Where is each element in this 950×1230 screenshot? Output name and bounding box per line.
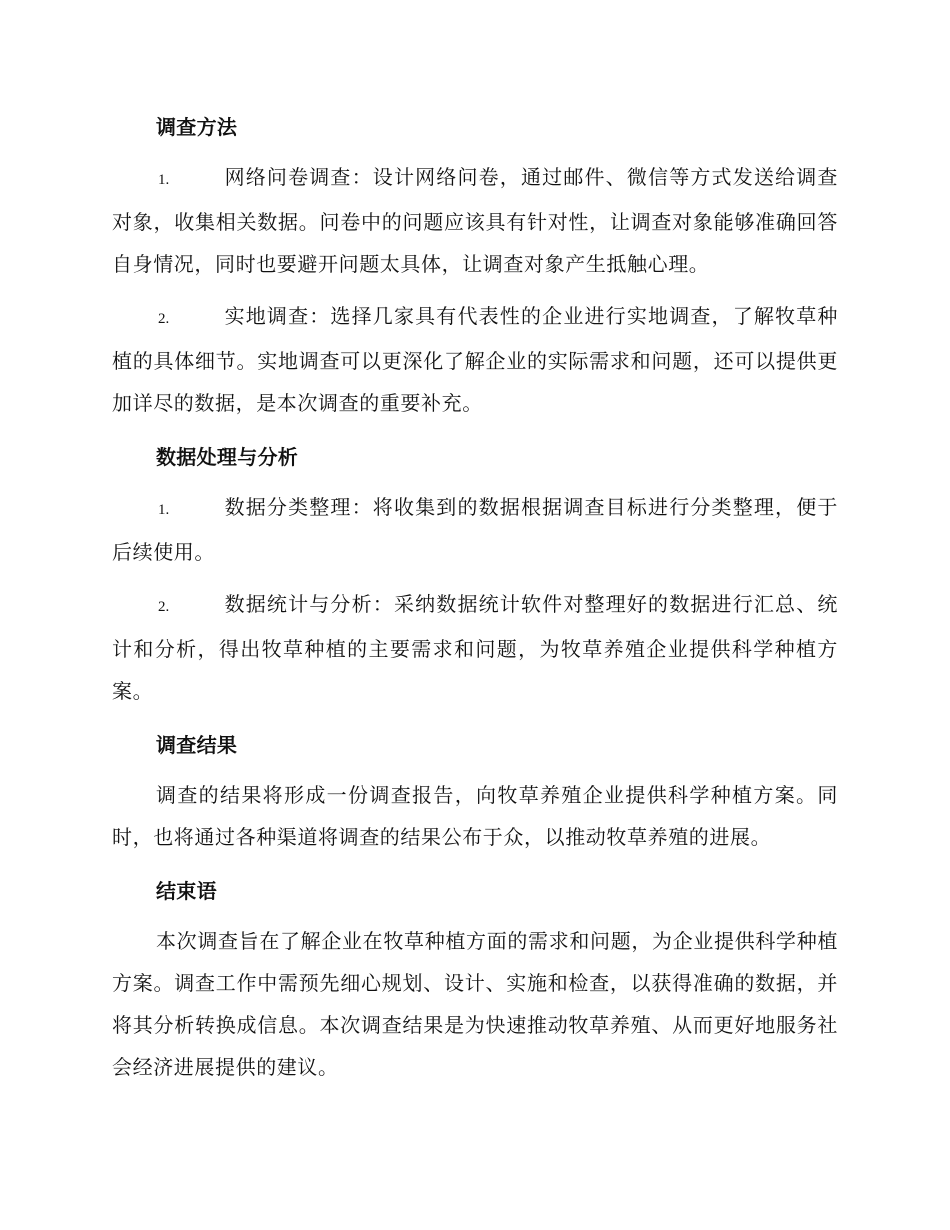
- list-item-text: 数据分类整理：将收集到的数据根据调查目标进行分类整理，便于后续使用。: [112, 495, 838, 564]
- list-number: 1.: [158, 172, 170, 188]
- list-item-text: 网络问卷调查：设计网络问卷，通过邮件、微信等方式发送给调查对象，收集相关数据。问卷中的问题应该具有针对性，让调查对象能够准确回答自身情况，同时也要避开问题太具体，让调查对象产生抵触心理。: [112, 165, 838, 276]
- section-heading-processing: 数据处理与分析: [156, 445, 299, 469]
- section-heading-method: 调查方法: [156, 115, 238, 139]
- conclusion-paragraph: 本次调查旨在了解企业在牧草种植方面的需求和问题，为企业提供科学种植方案。调查工作中需预先细心规划、设计、实施和检查，以获得准确的数据，并将其分析转换成信息。本次调查结果是为快速推动牧草养殖、从而更好地服务社会经济进展提供的建议。: [112, 929, 838, 1079]
- results-paragraph: 调查的结果将形成一份调查报告，向牧草养殖企业提供科学种植方案。同时，也将通过各种渠道将调查的结果公布于众，以推动牧草养殖的进展。: [112, 783, 838, 849]
- list-number: 2.: [158, 311, 170, 327]
- section-heading-conclusion: 结束语: [156, 879, 217, 903]
- section-heading-results: 调查结果: [156, 733, 238, 757]
- list-item-text: 数据统计与分析：采纳数据统计软件对整理好的数据进行汇总、统计和分析，得出牧草种植的主要需求和问题，为牧草养殖企业提供科学种植方案。: [112, 592, 838, 703]
- document-page: [112, 104, 838, 1098]
- list-item-text: 实地调查：选择几家具有代表性的企业进行实地调查，了解牧草种植的具体细节。实地调查可以更深化了解企业的实际需求和问题，还可以提供更加详尽的数据，是本次调查的重要补充。: [112, 304, 838, 415]
- list-number: 2.: [158, 599, 170, 615]
- list-number: 1.: [158, 502, 170, 518]
- list-item: [112, 583, 838, 712]
- list-item: [112, 156, 838, 285]
- list-item: [112, 295, 838, 424]
- list-item: [112, 486, 838, 573]
